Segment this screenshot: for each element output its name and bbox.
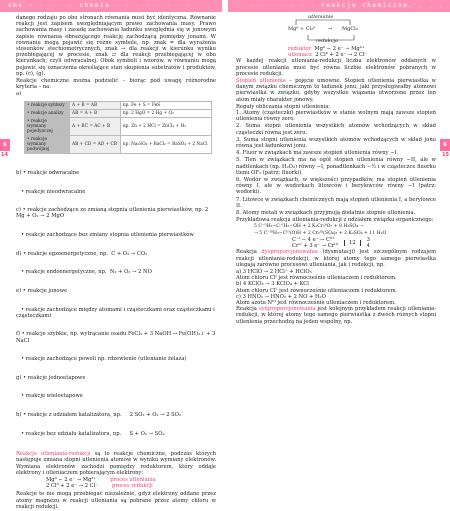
list-item: g) • reakcje jednoetapowe xyxy=(16,374,86,381)
list-item: 5. Tlen w związkach ma na ogół stopień utlenienia równy −II, ale w nadtlenkach (np. H₂O₂) równy −I, ponadtlenkach −½ i w cząsteczce fluorku tlenu OF₂ (patrz: fluorki). xyxy=(236,157,436,176)
header-right: · · · · · · · reakcje chemiczne. . . . xyxy=(228,0,450,12)
left-tab-number: 6 xyxy=(3,142,7,148)
utleniacz-label: utleniacz xyxy=(288,52,312,59)
table-cell-example: np. Fe + S = FeS xyxy=(120,101,211,109)
oxidation-equation-row xyxy=(46,477,216,489)
table-cell-scheme: A + BC = AC + B xyxy=(70,117,121,135)
oxidation-state-text: – pojęcie umowne. Stopień utlenienia pierwiastka w danym związku chemicznym to ładunek jonu, jaki przysługiwałby atomowi pierwiastka w związku, gdyby wszystkie wiązania utworzone przez ten atom miały charakter jonowy. xyxy=(236,78,436,103)
list-item: • reakcje wieloetapowe xyxy=(16,393,83,400)
list-item: b) • reakcje odwracalne xyxy=(16,170,80,177)
example-equation xyxy=(254,224,436,236)
right-page xyxy=(236,15,436,326)
synproportionation-term: synproporcjonowania xyxy=(258,306,316,313)
list-item: 8. Atomy metali w związkach przyjmują dodatnie stopnie utlenienia. xyxy=(236,210,416,217)
table-cell-type: • reakcje wymiany podwójnej xyxy=(25,135,70,153)
oxidation-label: proces utleniania xyxy=(110,477,156,483)
dysp-example: a) 3 HClO → 2 HCl⁻ + HClO₃ xyxy=(236,268,312,275)
dysp-prefix: Reakcja xyxy=(236,249,262,256)
redox-diagram: utlenianie Mg⁰ + Cl₂⁰ → MgCl₂ redukcja xyxy=(236,16,436,44)
table-cell-scheme: AB + CD = AD + CB xyxy=(70,135,121,153)
example-equation-line: → 5 C⁻ᴵᴵᴵH₃−Cᴵᴵᴵ(O)H + 2 Cr₂ᴵᴵᴵ(SO₄)₃ + 2 K₂SO₄ + 11 H₂O xyxy=(254,230,387,236)
redox-definition xyxy=(16,451,216,476)
list-item: 4. Fluor w związkach ma zawsze stopień utlenienia równy −I. xyxy=(236,150,399,157)
table-row xyxy=(25,109,212,117)
table-cell-example: np. Zn + 2 HCl = ZnCl₂ + H₂ xyxy=(120,117,211,135)
example-equation-line: 5 C⁻ᴵᴵH₃−C⁻ᴵH₂−OH + 2 K₂Cr₂⁶O₇ + 8 H₂SO₄ → xyxy=(254,224,364,230)
list-item: f) • reakcje szybkie, np. wytrącanie osadu FeCl₃ + 3 NaOH → Fe(OH)₃↓ + 3 NaCl xyxy=(16,331,218,344)
table-row xyxy=(25,101,212,109)
half-equation-balance xyxy=(292,237,436,249)
oxidation-equation: Mg⁰ − 2 e⁻ → Mg²⁺ xyxy=(46,477,97,483)
classification-intro: Reakcje chemiczne można podzielić – biorąc pod uwagę różnorodne kryteria – na: xyxy=(16,78,216,91)
oxidation-arrow xyxy=(296,20,350,25)
oxidation-state-definition xyxy=(236,78,436,103)
list-item: 6. Wodór w związkach, w większości przypadków, ma stopień utlenienia równy I, ale w wodorkach litowców i berylowców równy −I (patrz: wodorki). xyxy=(236,177,436,196)
left-page-number: 14 xyxy=(1,152,8,158)
disproportionation-term: dysproporcjonowania xyxy=(261,249,318,256)
list-item: • reakcje endoenergetyczne, np. N₂ + O₂ → 2 NO xyxy=(16,269,152,276)
left-chapter-tab xyxy=(0,139,10,151)
rules-title: Reguły obliczania stopni utlenienia: xyxy=(236,103,331,110)
synproportionation-paragraph xyxy=(236,306,436,325)
table-cell-type: • reakcje analizy xyxy=(25,109,70,117)
right-tab-number: 6 xyxy=(443,142,447,148)
intro-paragraph: danego rodzaju po obu stronach równania musi być identyczna. Równanie reakcji jest zapisem uwzględniającym prawo zachowania masy. Prawo zachowania masy i zasadę zachowania ładunku uwzględnia się w jonowym zapisie równania obrazującego reakcję zachodzącą pomiędzy jonami. W równaniu mogą pojawić się różne symbole, np. znak = dla wyrażenia stosunków stechiometrycznych, znak → dla reakcji w kierunku wyniku przebiegającej w procesie, znak ⇄ dla reakcji przebiegającej w obu kierunkach, czyli odwracalnej. Obok symboli i wzorów, w równaniu mogą pojawić się oznaczenia określające stan skupienia substratów i produktów, np. (c), (g). xyxy=(16,15,216,77)
synpro-prefix: Reakcja xyxy=(236,306,259,313)
disproportionation-paragraph xyxy=(236,249,436,268)
half-equation: C⁻ᴵ − 4 e⁻ → Cᴵᴵᴵ xyxy=(292,236,334,243)
table-cell-scheme: A + B = AB xyxy=(70,101,121,109)
reaction-types-table xyxy=(24,101,212,154)
dysp-note: Atom chloru Clᵛ jest równocześnie utleniaczem i reduktorem. xyxy=(236,287,398,294)
utleniacz-equation: 2 Cl⁰ + 2 e⁻ → 2 Cl⁻ xyxy=(315,52,368,59)
lcm-box xyxy=(344,240,361,246)
reduktor-equation: Mg⁰ − 2 e⁻ → Mg²⁺ xyxy=(314,46,365,52)
synpro-text: jest kolejnym przykładem reakcji utleniania-redukcji, w której atomy tego samego pierwiastka z dwóch różnych stopni utlenienia przechodzą na jeden wspólny, np. xyxy=(236,306,436,325)
list-item: d) • reakcje egzoenergetyczne, np. C + O₂ → CO₂ xyxy=(16,250,148,257)
coefficient: 4 xyxy=(366,243,370,250)
dysp-note: Atom azotu Nᴵᴵᴵ jest równocześnie utleniaczem i reduktorem. xyxy=(236,299,396,306)
right-page-number: 15 xyxy=(442,152,449,158)
list-item: c) • reakcje zachodzące ze zmianą stopnia utlenienia pierwiastków, np. 2 Mg + O₂ → 2 MgO xyxy=(16,207,210,220)
list-item: 1. Atomy (cząsteczki) pierwiastków w stanie wolnym mają zawsze stopień utlenienia równy zero. xyxy=(236,110,436,123)
diagram-bottom-label: redukcja xyxy=(316,38,339,44)
dysp-text: (dysmutacji) jest szczególnym rodzajem reakcji utleniania-redukcji, w której atomy tego samego pierwiastka ulegają zarówno procesowi utleniania, jak i redukcji, np. xyxy=(236,249,436,268)
diagram-product: MgCl₂ xyxy=(342,26,358,32)
table-row xyxy=(25,135,212,153)
table-cell-type: • reakcje wymiany pojedynczej xyxy=(25,117,70,135)
reduction-label: proces redukcji xyxy=(112,483,153,490)
classification-list xyxy=(16,158,216,450)
list-item: • reakcje bez udziału katalizatora, np. S + O₂ → SO₂ xyxy=(16,430,165,437)
example-intro: Przykładowa reakcja utleniania-redukcji z udziałem związku organicznego: xyxy=(236,217,434,224)
oxidation-state-term: Stopień utlenienia xyxy=(236,78,286,85)
reduktor-label: reduktor xyxy=(288,46,312,52)
electron-balance-paragraph: W każdej reakcji utleniania-redukcji liczba elektronów oddanych w procesie utleniania musi być równa liczbie elektronów pobranych w procesie redukcji. xyxy=(236,58,436,77)
list-item: • reakcje nieodwracalne xyxy=(16,188,86,195)
list-item: 2. Suma stopni utlenienia wszystkich atomów wchodzących w skład cząsteczki równa jest zeru. xyxy=(236,123,436,136)
half-equation: Crᵛᴵ + 3 e⁻ → Crᴵᴵᴵ xyxy=(292,243,339,250)
list-item: e) • reakcje jonowe xyxy=(16,287,68,294)
dysp-example: b) 4 KClO₃ → 3 KClO₄ + KCl xyxy=(236,281,309,288)
coefficient: 3 xyxy=(366,236,370,243)
table-row xyxy=(25,117,212,135)
list-item: 7. Litowce w związkach chemicznych mają stopień utlenienia I, a berylowce II. xyxy=(236,196,436,209)
rules-list xyxy=(236,110,436,216)
dysp-example: c) 3 HNO₂ → HNO₃ + 2 NO + H₂O xyxy=(236,293,326,300)
diagram-top-label: utlenianie xyxy=(308,14,334,20)
table-cell-scheme: AB = A + B xyxy=(70,109,121,117)
reduction-equation: 2 Cl⁰ + 2 e⁻ → 2 Cl⁻ xyxy=(46,483,99,490)
list-item: h) • reakcje z udziałem katalizatora, np. 2 SO₂ + O₂ → 2 SO₃ xyxy=(16,411,182,418)
list-item: • reakcje zachodzące powoli np. rdzewienie (utlenianie żelaza) xyxy=(16,356,187,363)
half-reactions xyxy=(288,46,436,58)
table-cell-example: np. Na₂SO₄ + BaCl₂ = BaSO₄ + 2 NaCl xyxy=(120,135,211,153)
list-item: • reakcje zachodzące między atomami i cząsteczkami oraz cząsteczkami i cząsteczkami xyxy=(16,306,217,319)
diagram-reactants: Mg⁰ + Cl₂⁰ xyxy=(288,26,316,32)
closing-paragraph: Reakcje te nie mogą przebiegać niezależnie, gdyż elektrony oddane przez atomy magnezu w reakcji utleniania są pobrane przez atomy chloru w reakcji redukcji. xyxy=(16,491,216,510)
lcm-value: 12 xyxy=(349,239,356,246)
list-item: • reakcje zachodzące bez zmiany stopnia utlenienia pierwiastków xyxy=(16,232,194,239)
table-cell-example: np. 2 HgO = 2 Hg + O₂ xyxy=(120,109,211,117)
list-label-a: a) xyxy=(16,91,22,98)
header-left: sms · · · · · chemia · · · · · · · · xyxy=(0,0,222,12)
list-item: 3. Suma stopni utlenienia wszystkich atomów wchodzących w skład jonu równa jest ładunkowi jonu. xyxy=(236,136,436,150)
dysp-note: Atom chloru Clᴵ jest równocześnie utleniaczem i reduktorem. xyxy=(236,275,397,282)
redox-text: są to reakcje chemiczne, podczas których następuje zmiana stopni utlenienia atomów w wyniku wymiany elektronów. Wymiana elektronów zachodzi pomiędzy reduktorem, który oddaje elektrony i utleniaczem pobierającym elektrony: xyxy=(16,451,217,476)
redox-term: Reakcje utleniania-redukcji xyxy=(16,451,91,458)
table-cell-type: • reakcje syntezy xyxy=(25,101,70,109)
right-chapter-tab xyxy=(440,139,450,151)
left-page xyxy=(16,15,216,511)
